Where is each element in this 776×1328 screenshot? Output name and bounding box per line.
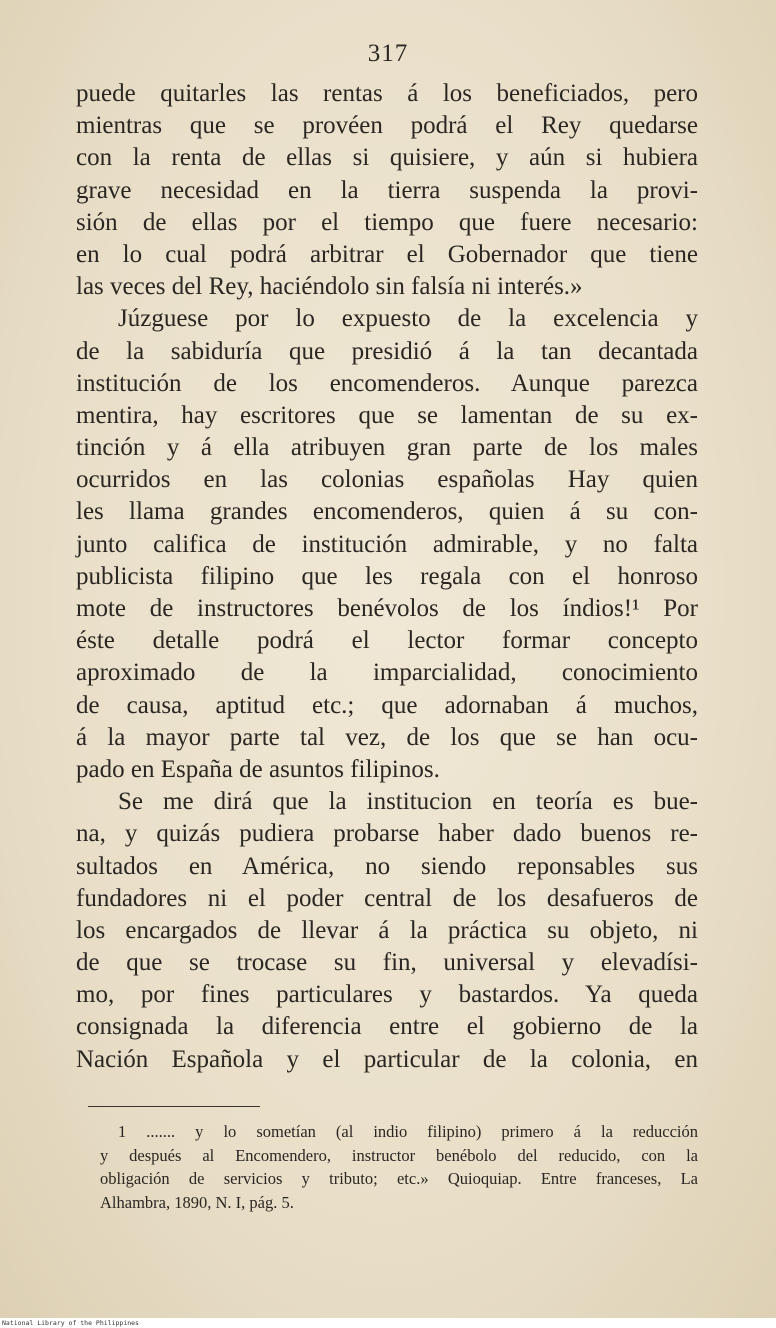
text-line: los encargados de llevar á la práctica su objeto, ni [76, 916, 698, 944]
footnote-line: obligación de servicios y tributo; etc.» Quioquiap. Entre franceses, La [100, 1169, 698, 1188]
text-line: fundadores ni el poder central de los desafueros de [76, 884, 698, 912]
text-line: en lo cual podrá arbitrar el Gobernador que tiene [76, 240, 698, 268]
text-line: con la renta de ellas si quisiere, y aún si hubiera [76, 144, 698, 172]
text-line: mientras que se provéen podrá el Rey quedarse [76, 112, 698, 140]
text-line: de la sabiduría que presidió á la tan decantada [76, 337, 698, 365]
text-line: tinción y á ella atribuyen gran parte de los males [76, 434, 698, 462]
text-line: éste detalle podrá el lector formar concepto [76, 627, 698, 655]
text-line: grave necesidad en la tierra suspenda la provi- [76, 176, 698, 204]
text-line: de que se trocase su fin, universal y elevadísi- [76, 949, 698, 977]
text-line: junto califica de institución admirable, y no falta [76, 530, 698, 558]
text-line: sultados en América, no siendo reponsables sus [76, 852, 698, 880]
footnote-divider [88, 1106, 260, 1107]
text-line: á la mayor parte tal vez, de los que se han ocu- [76, 723, 698, 751]
text-line: les llama grandes encomenderos, quien á su con- [76, 498, 698, 526]
footnote [100, 1120, 698, 1214]
text-line: pado en España de asuntos filipinos. [76, 755, 440, 783]
text-line: na, y quizás pudiera probarse haber dado buenos re- [76, 820, 698, 848]
text-line: de causa, aptitud etc.; que adornaban á muchos, [76, 691, 698, 719]
text-line: consignada la diferencia entre el gobierno de la [76, 1013, 698, 1041]
text-line: ocurridos en las colonias españolas Hay quien [76, 466, 698, 494]
text-line: mentira, hay escritores que se lamentan de su ex- [76, 401, 698, 429]
text-line: aproximado de la imparcialidad, conocimiento [76, 659, 698, 687]
library-credit: National Library of the Philippines [2, 1319, 139, 1327]
page-number: 317 [367, 40, 409, 67]
text-line: mote de instructores benévolos de los índios!¹ Por [76, 595, 698, 622]
footnote-line: Alhambra, 1890, N. I, pág. 5. [100, 1192, 294, 1212]
footnote-line: y después al Encomendero, instructor benébolo del reducido, con la [100, 1145, 698, 1165]
paragraph-start-line: Se me dirá que la institucion en teoría es bue- [118, 788, 698, 816]
footnote-line: 1 ....... y lo sometían (al indio filipino) primero á la reducción [118, 1122, 698, 1141]
text-line: sión de ellas por el tiempo que fuere necesario: [76, 208, 698, 236]
text-line: puede quitarles las rentas á los beneficiados, pero [76, 80, 698, 107]
text-line: institución de los encomenderos. Aunque parezca [76, 369, 698, 397]
text-line: publicista filipino que les regala con el honroso [76, 562, 698, 590]
main-text [76, 78, 698, 1076]
paragraph-start-line: Júzguese por lo expuesto de la excelencia y [118, 305, 698, 333]
text-line: Nación Española y el particular de la colonia, en [76, 1045, 698, 1073]
text-line: mo, por fines particulares y bastardos. Ya queda [76, 981, 698, 1009]
text-line: las veces del Rey, haciéndolo sin falsía ni interés.» [76, 273, 583, 301]
